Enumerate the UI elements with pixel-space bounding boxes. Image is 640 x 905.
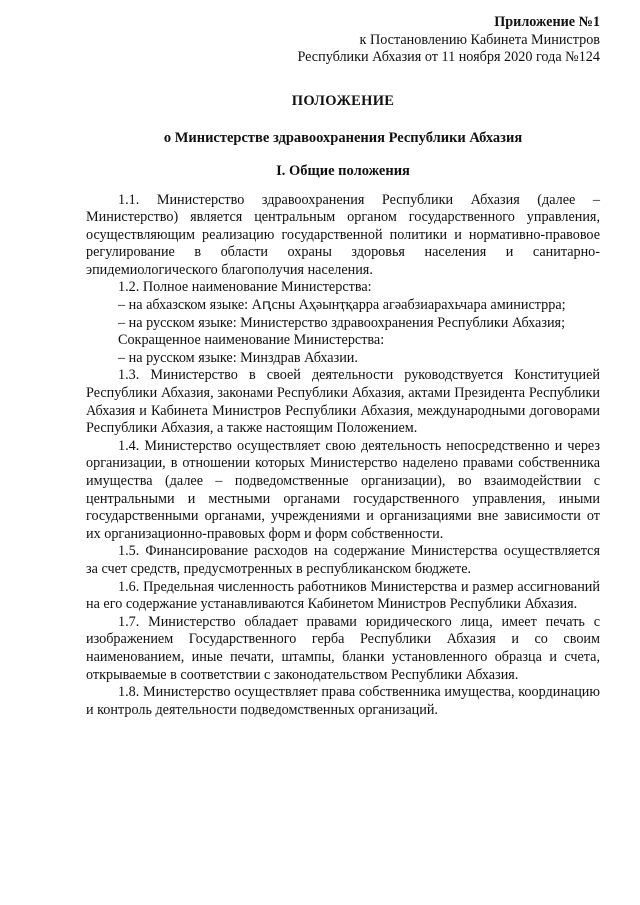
paragraph-1-2: 1.2. Полное наименование Министерства: bbox=[118, 279, 372, 296]
section-title: I. Общие положения bbox=[276, 162, 410, 179]
document-subtitle: о Министерстве здравоохранения Республики Абхазия bbox=[163, 129, 523, 146]
paragraph-1-7: 1.7. Министерство обладает правами юридического лица, имеет печать с изображением Государственного герба Республики Абхазия и со своим наименованием, иные печати, штампы, бланки установленного образца и счета, открываемые в соответствии с законодательством Республики Абхазия. bbox=[86, 613, 600, 683]
paragraph-1-1: 1.1. Министерство здравоохранения Республики Абхазия (далее – Министерство) является центральным органом государственного управления, осуществляющим реализацию государственной политики и нормативно-правовое регулирование в области охраны здоровья населения и санитарно-эпидемиологического благополучия населения. bbox=[86, 191, 600, 278]
document-title: ПОЛОЖЕНИЕ bbox=[291, 92, 395, 109]
paragraph-1-8: 1.8. Министерство осуществляет права собственника имущества, координацию и контроль деятельности подведомственных организаций. bbox=[86, 684, 600, 718]
paragraph-name-abkhaz: – на абхазском языке: Аԥсны Аҳәынҭқарра агәабзиарахьчара аминистрра; bbox=[118, 297, 566, 314]
annex-line-1: к Постановлению Кабинета Министров bbox=[359, 31, 600, 48]
paragraph-name-russian: – на русском языке: Министерство здравоохранения Республики Абхазия; bbox=[118, 314, 566, 331]
annex-header bbox=[86, 14, 600, 67]
paragraph-1-3: 1.3. Министерство в своей деятельности руководствуется Конституцией Республики Абхазия, законами Республики Абхазия, актами Президента Республики Абхазия и Кабинета Министров Республики Абхазия, международными договорами Республики Абхазия, а также настоящим Положением. bbox=[86, 367, 600, 437]
paragraph-1-6: 1.6. Предельная численность работников Министерства и размер ассигнований на его содержание устанавливаются Кабинетом Министров Республики Абхазия. bbox=[86, 578, 600, 613]
paragraph-short-name-russian: – на русском языке: Минздрав Абхазии. bbox=[118, 349, 358, 366]
document-body bbox=[86, 192, 600, 720]
paragraph-1-4: 1.4. Министерство осуществляет свою деятельность непосредственно и через организации, в отношении которых Министерство наделено правами собственника имущества (далее – подведомственные организации), во взаимодействии с центральными и местными органами государственного управления, иными государственными органами, учреждениями и организациями вне зависимости от их организационно-правовых форм и форм собственности. bbox=[86, 437, 600, 542]
paragraph-1-5: 1.5. Финансирование расходов на содержание Министерства осуществляется за счет средств, предусмотренных в республиканском бюджете. bbox=[86, 543, 600, 577]
annex-line-2: Республики Абхазия от 11 ноября 2020 года №124 bbox=[297, 49, 600, 65]
annex-label: Приложение №1 bbox=[494, 14, 600, 30]
paragraph-short-name-heading: Сокращенное наименование Министерства: bbox=[118, 332, 385, 349]
